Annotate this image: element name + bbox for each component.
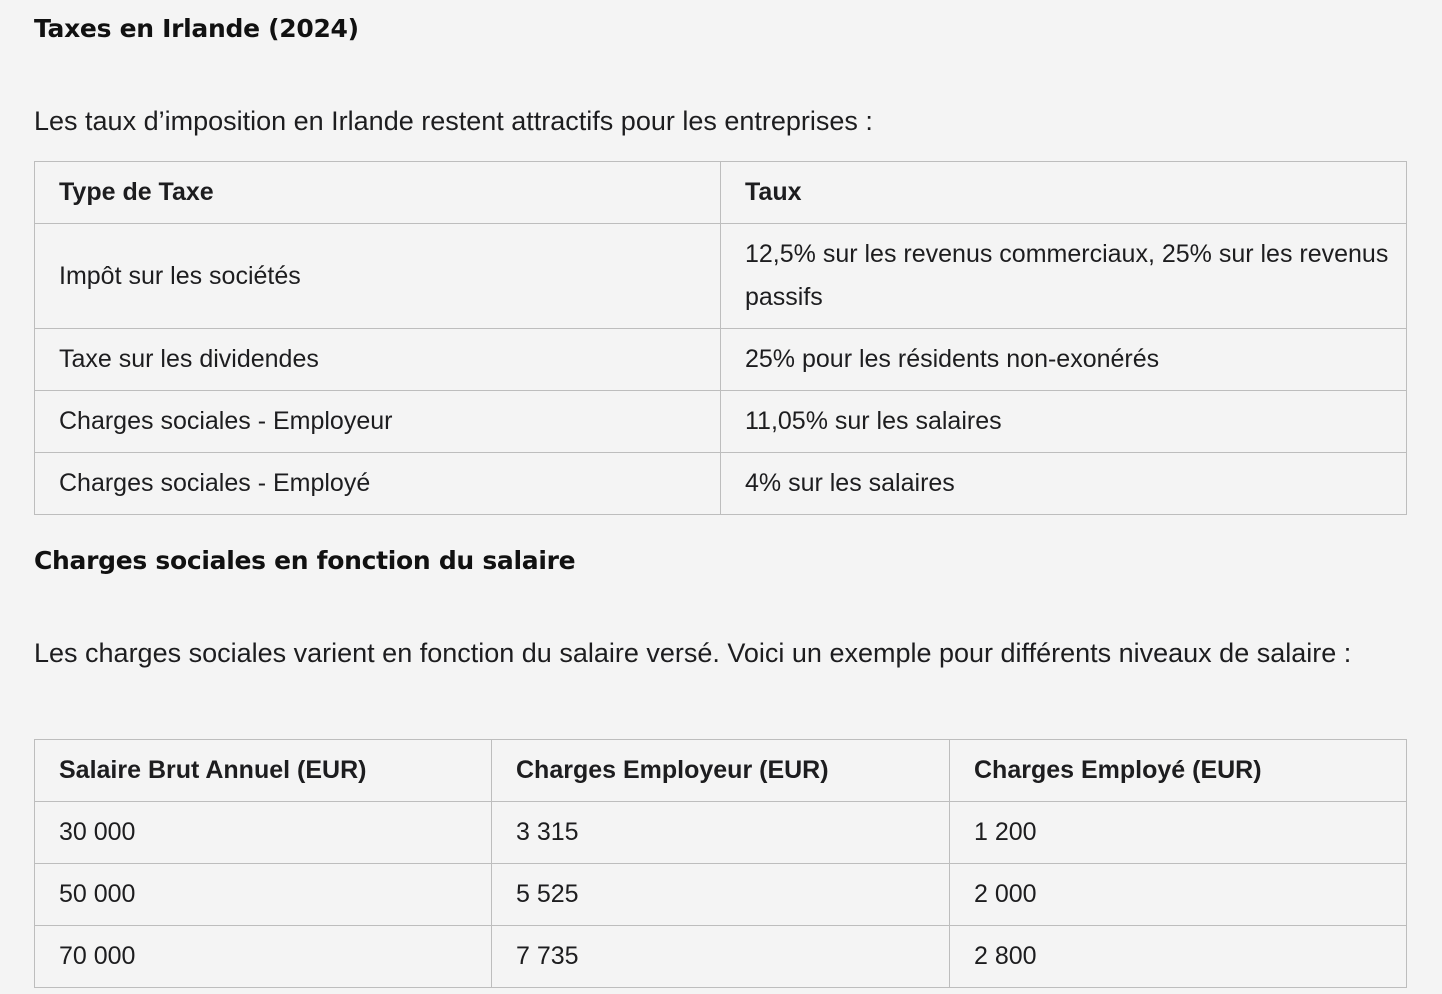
table-header-row: [35, 740, 1407, 802]
salary-charges-table: [34, 739, 1407, 988]
section-intro-taxes: Les taux d’imposition en Irlande restent attractifs pour les entreprises :: [34, 106, 873, 136]
table-cell: 3 315: [492, 802, 950, 864]
table-cell: 2 800: [950, 926, 1407, 988]
column-header: Charges Employé (EUR): [950, 740, 1407, 802]
table-cell: 50 000: [35, 864, 492, 926]
table-row: [35, 453, 1407, 515]
table-cell: 1 200: [950, 802, 1407, 864]
table-row: [35, 926, 1407, 988]
table-cell: Charges sociales - Employé: [35, 453, 721, 515]
table-row: [35, 391, 1407, 453]
table-row: [35, 224, 1407, 329]
table-row: [35, 864, 1407, 926]
table-cell: 7 735: [492, 926, 950, 988]
tax-rates-table: [34, 161, 1407, 515]
table-cell: 4% sur les salaires: [721, 453, 1407, 515]
table-cell: 5 525: [492, 864, 950, 926]
table-header-row: [35, 162, 1407, 224]
column-header: Type de Taxe: [35, 162, 721, 224]
table-row: [35, 329, 1407, 391]
table-cell: 70 000: [35, 926, 492, 988]
table-cell: 30 000: [35, 802, 492, 864]
column-header: Taux: [721, 162, 1407, 224]
table-cell: 2 000: [950, 864, 1407, 926]
table-cell: 11,05% sur les salaires: [721, 391, 1407, 453]
section-intro-social-charges: Les charges sociales varient en fonction du salaire versé. Voici un exemple pour différents niveaux de salaire :: [34, 638, 1352, 668]
table-row: [35, 802, 1407, 864]
table-cell: 25% pour les résidents non-exonérés: [721, 329, 1407, 391]
table-cell: Impôt sur les sociétés: [35, 224, 721, 329]
column-header: Charges Employeur (EUR): [492, 740, 950, 802]
table-cell: Charges sociales - Employeur: [35, 391, 721, 453]
section-title-taxes: Taxes en Irlande (2024): [34, 14, 359, 43]
column-header: Salaire Brut Annuel (EUR): [35, 740, 492, 802]
table-cell: Taxe sur les dividendes: [35, 329, 721, 391]
section-title-social-charges: Charges sociales en fonction du salaire: [34, 546, 576, 575]
table-cell: 12,5% sur les revenus commerciaux, 25% sur les revenus passifs: [721, 224, 1407, 329]
